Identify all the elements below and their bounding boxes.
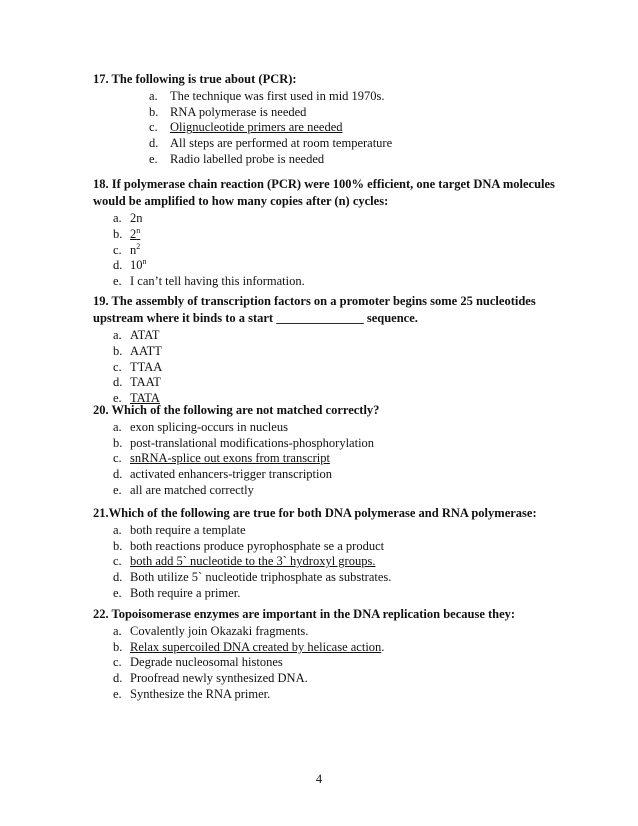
option-text-content: post-translational modifications-phosphorylation bbox=[130, 435, 375, 450]
option-letter: e. bbox=[113, 585, 122, 600]
option-b bbox=[93, 226, 563, 242]
option-letter: a. bbox=[149, 89, 158, 104]
option-letter: d. bbox=[113, 258, 123, 273]
option-text-content: Relax supercoiled DNA created by helicase action bbox=[130, 639, 382, 654]
option-text-content: 2n bbox=[130, 211, 143, 226]
question-text: 22. Topoisomerase enzymes are important in the DNA replication because they: bbox=[93, 607, 516, 621]
option-letter: c. bbox=[113, 242, 122, 257]
option-letter: c. bbox=[113, 554, 122, 569]
option-letter: e. bbox=[149, 151, 158, 166]
question-21 bbox=[93, 505, 563, 600]
question-19 bbox=[93, 293, 563, 405]
option-text-content: All steps are performed at room temperature bbox=[170, 135, 393, 150]
option-exponent: 2 bbox=[136, 241, 141, 251]
option-letter: c. bbox=[113, 655, 122, 670]
option-d bbox=[93, 569, 563, 585]
option-letter: d. bbox=[113, 466, 123, 481]
option-d bbox=[93, 466, 563, 482]
option-c bbox=[93, 359, 563, 375]
option-text-content: snRNA-splice out exons from transcript bbox=[130, 451, 330, 466]
option-b bbox=[93, 343, 563, 359]
option-text bbox=[130, 686, 270, 703]
option-text-content: Radio labelled probe is needed bbox=[170, 151, 325, 166]
question-text: 17. The following is true about (PCR): bbox=[93, 72, 297, 86]
option-base: n bbox=[130, 242, 137, 257]
option-base: 2 bbox=[130, 227, 137, 241]
option-d bbox=[93, 135, 563, 151]
option-b bbox=[93, 639, 563, 655]
option-letter: e. bbox=[113, 273, 122, 288]
option-letter: a. bbox=[113, 328, 122, 343]
option-text-content: exon splicing-occurs in nucleus bbox=[130, 420, 288, 435]
option-letter: e. bbox=[113, 390, 122, 405]
option-e bbox=[93, 482, 563, 498]
option-text-content: AATT bbox=[130, 344, 162, 358]
option-letter: b. bbox=[149, 104, 159, 119]
option-b bbox=[93, 538, 563, 554]
option-b bbox=[93, 104, 563, 120]
option-base: 10 bbox=[130, 258, 143, 273]
option-text-content: Degrade nucleosomal histones bbox=[130, 655, 283, 670]
option-c bbox=[93, 242, 563, 258]
option-letter: c. bbox=[113, 359, 122, 374]
option-text-content: activated enhancers-trigger transcription bbox=[130, 466, 332, 481]
question-22 bbox=[93, 606, 563, 701]
option-letter: d. bbox=[149, 135, 159, 150]
option-text-content: ATAT bbox=[130, 328, 160, 343]
option-text-content: TATA bbox=[130, 390, 160, 405]
question-text: 19. The assembly of transcription factors on a promoter begins some 25 nucleotides upstream where it binds to a start ______________ sequence. bbox=[93, 294, 536, 326]
option-letter: e. bbox=[113, 482, 122, 497]
option-exponent: n bbox=[136, 225, 141, 235]
question-text: 18. If polymerase chain reaction (PCR) were 100% efficient, one target DNA molecules would be amplified to how many copies after (n) cycles: bbox=[93, 177, 555, 209]
option-c bbox=[93, 553, 563, 569]
option-b bbox=[93, 435, 563, 451]
option-text-content: both reactions produce pyrophosphate se a product bbox=[130, 538, 385, 553]
option-text-content: Proofread newly synthesized DNA. bbox=[130, 670, 308, 685]
option-text-content: I can’t tell having this information. bbox=[130, 273, 305, 288]
option-a bbox=[93, 88, 563, 104]
option-letter: a. bbox=[113, 211, 122, 226]
option-letter: b. bbox=[113, 344, 123, 358]
option-text-content: all are matched correctly bbox=[130, 482, 254, 497]
question-20 bbox=[93, 402, 563, 497]
option-c bbox=[93, 119, 563, 135]
option-letter: b. bbox=[113, 227, 123, 241]
option-text-content: both add 5` nucleotide to the 3` hydroxyl groups. bbox=[130, 554, 376, 569]
option-letter: a. bbox=[113, 523, 122, 538]
option-letter: d. bbox=[113, 375, 123, 390]
option-text-content: Both require a primer. bbox=[130, 585, 241, 600]
option-e bbox=[93, 151, 563, 167]
option-a bbox=[93, 623, 563, 639]
option-exponent: n bbox=[142, 257, 147, 267]
option-c bbox=[93, 450, 563, 466]
option-letter: c. bbox=[149, 120, 158, 135]
option-e bbox=[93, 273, 563, 289]
option-text bbox=[130, 273, 305, 290]
option-c bbox=[93, 654, 563, 670]
option-letter: e. bbox=[113, 686, 122, 701]
option-e bbox=[93, 585, 563, 601]
option-text-content: TTAA bbox=[130, 359, 163, 374]
question-18 bbox=[93, 176, 563, 288]
option-letter: c. bbox=[113, 451, 122, 466]
option-text-content: Both utilize 5` nucleotide triphosphate as substrates. bbox=[130, 569, 392, 584]
option-text-content: Olignucleotide primers are needed bbox=[170, 120, 343, 135]
question-text: 21.Which of the following are true for both DNA polymerase and RNA polymerase: bbox=[93, 506, 537, 520]
option-a bbox=[93, 210, 563, 226]
option-text-content: Covalently join Okazaki fragments. bbox=[130, 624, 309, 639]
option-text bbox=[170, 151, 324, 168]
option-a bbox=[93, 419, 563, 435]
option-text bbox=[130, 482, 254, 499]
option-d bbox=[93, 670, 563, 686]
option-text-content: both require a template bbox=[130, 523, 246, 538]
option-d bbox=[93, 257, 563, 273]
option-text-content: TAAT bbox=[130, 375, 161, 390]
option-letter: b. bbox=[113, 639, 123, 654]
option-text-content: RNA polymerase is needed bbox=[170, 104, 307, 119]
option-a bbox=[93, 522, 563, 538]
option-letter: a. bbox=[113, 624, 122, 639]
option-letter: b. bbox=[113, 435, 123, 450]
question-text: 20. Which of the following are not matched correctly? bbox=[93, 403, 380, 417]
option-letter: d. bbox=[113, 569, 123, 584]
option-d bbox=[93, 374, 563, 390]
option-letter: d. bbox=[113, 670, 123, 685]
page-number: 4 bbox=[315, 772, 323, 786]
option-text-content: The technique was first used in mid 1970s. bbox=[170, 89, 385, 104]
option-e bbox=[93, 686, 563, 702]
option-trailing-punctuation: . bbox=[381, 639, 385, 654]
option-letter: b. bbox=[113, 538, 123, 553]
option-letter: a. bbox=[113, 420, 122, 435]
option-text bbox=[130, 585, 240, 602]
option-a bbox=[93, 327, 563, 343]
option-text-content: Synthesize the RNA primer. bbox=[130, 686, 271, 701]
question-17 bbox=[93, 71, 563, 166]
